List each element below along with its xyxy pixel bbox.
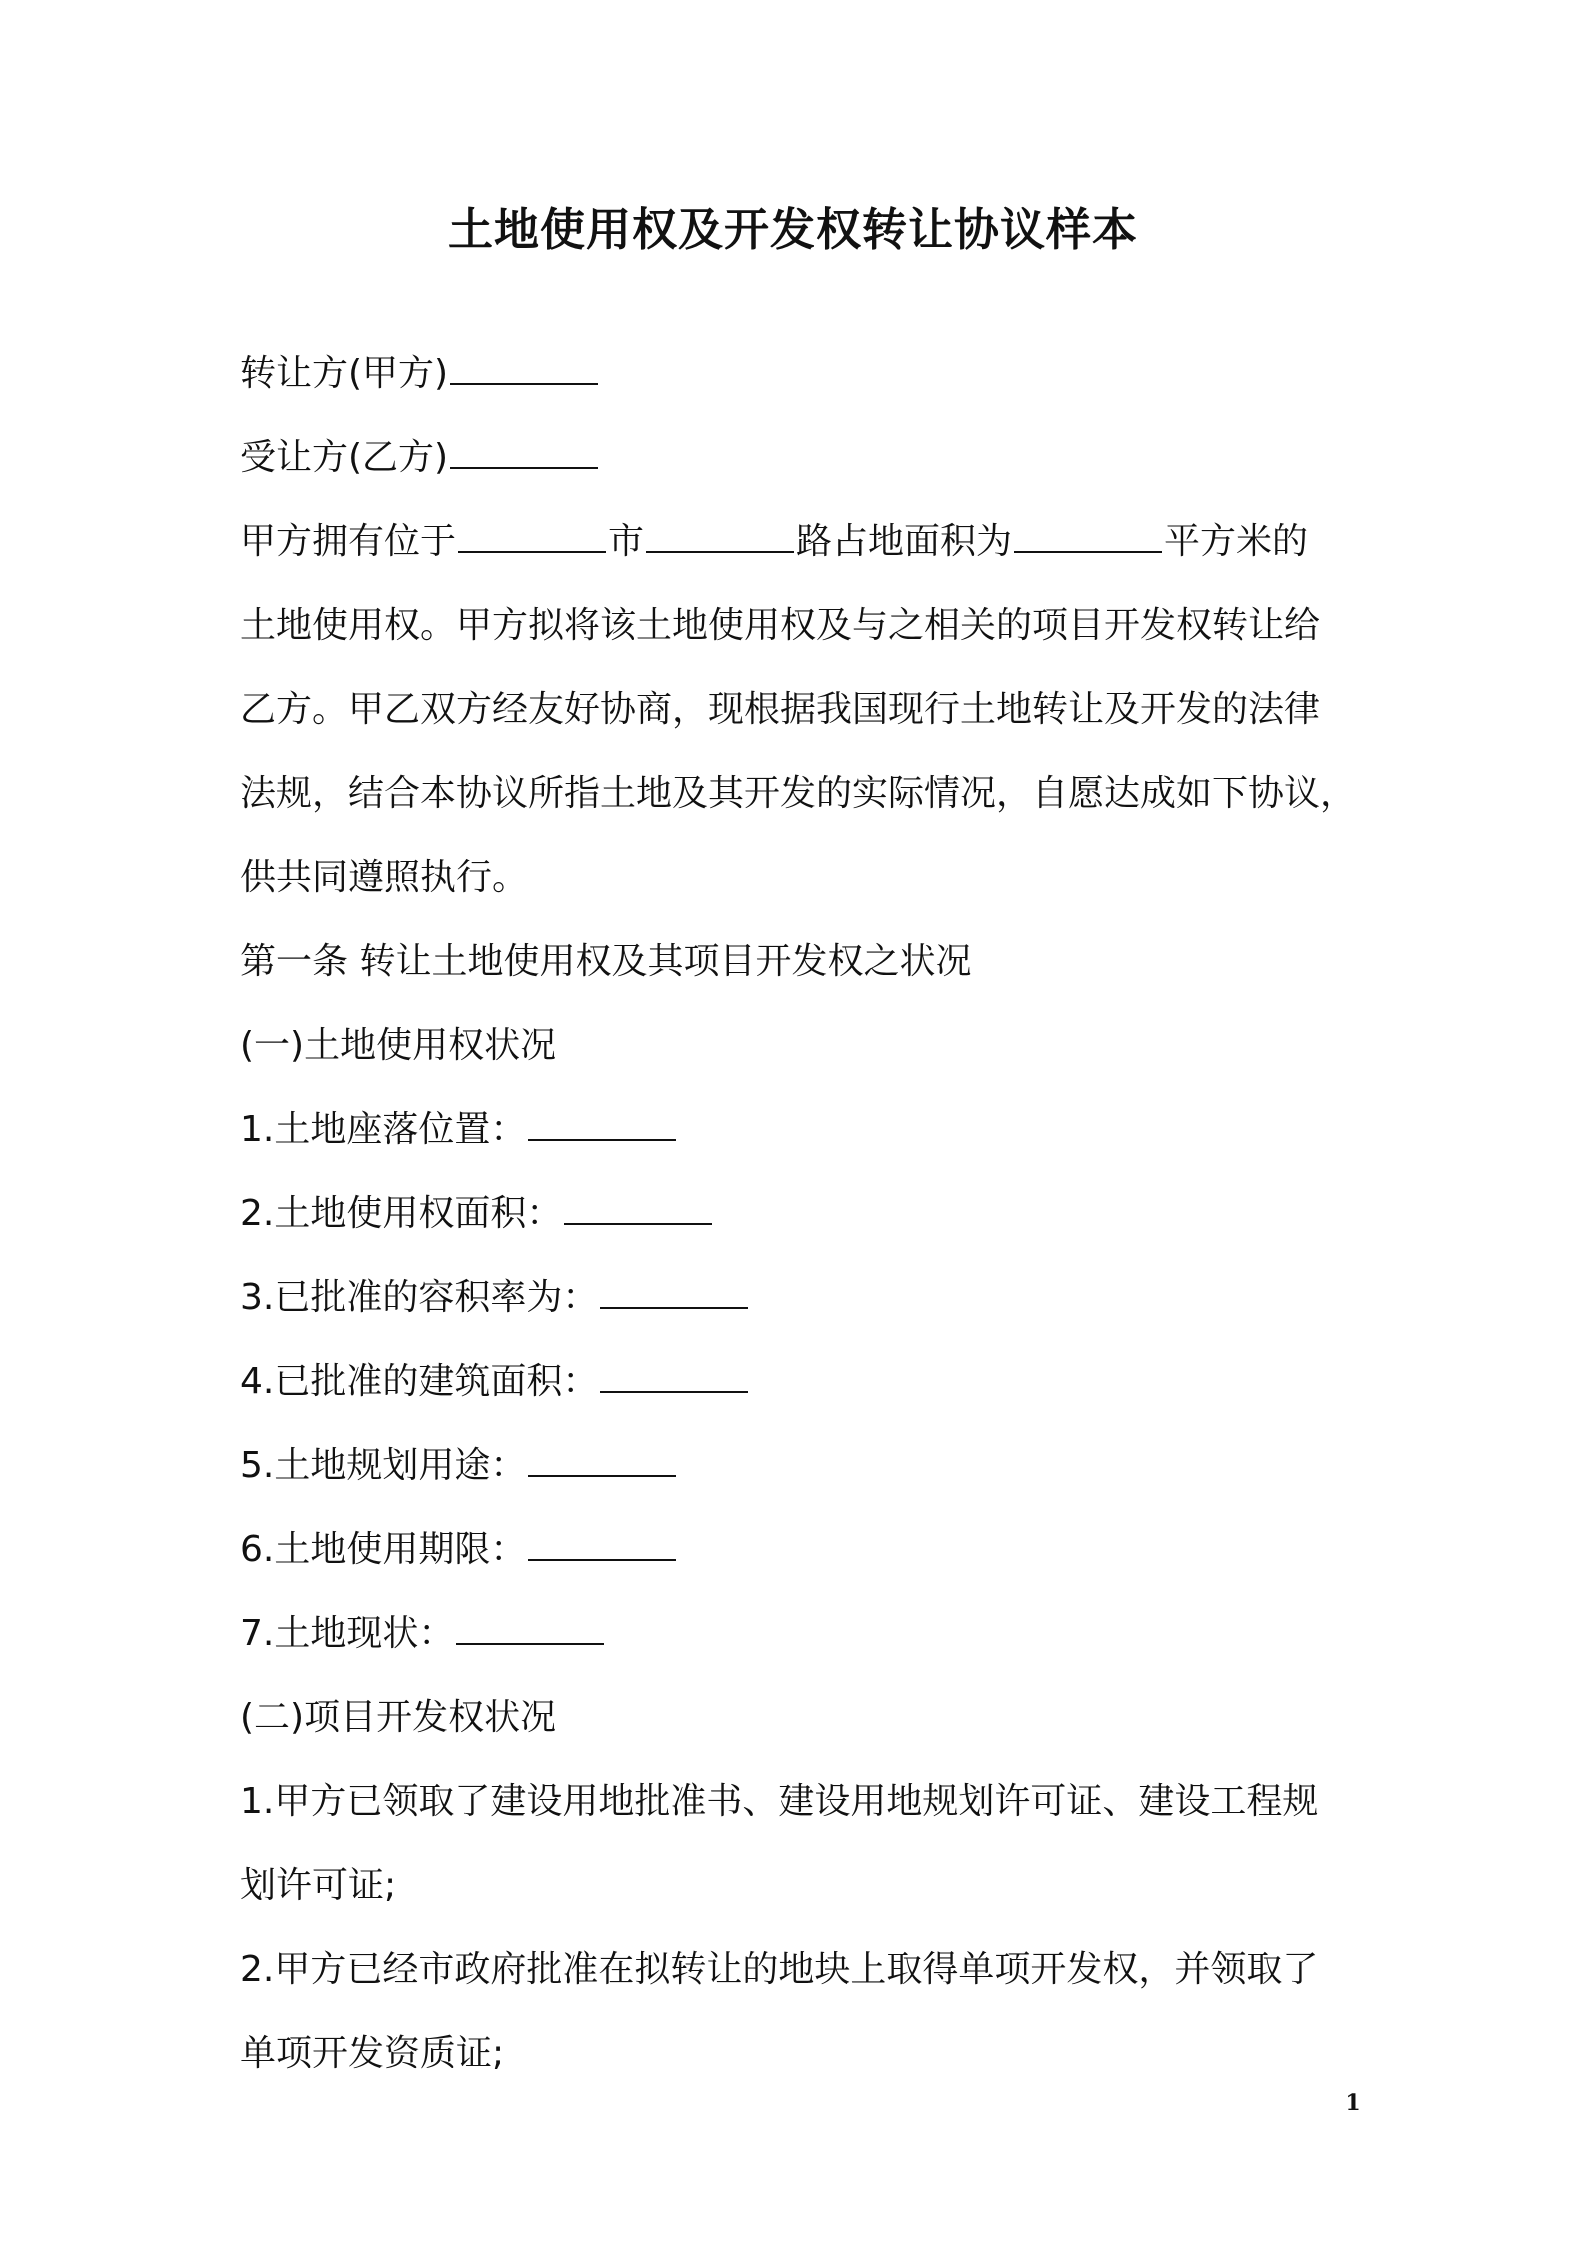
- intro-line-4: 法规，结合本协议所指土地及其开发的实际情况，自愿达成如下协议，: [240, 773, 1357, 814]
- intro-text-part4: 平方米的: [1164, 521, 1309, 562]
- land-item-label: 3.已批准的容积率为：: [240, 1277, 599, 1318]
- land-item-4: [240, 1340, 1380, 1424]
- intro-line-1: [240, 500, 1380, 584]
- section2-heading: (二)项目开发权状况: [240, 1697, 557, 1738]
- dev-item-1-line-1: 1.甲方已领取了建设用地批准书、建设用地规划许可证、建设工程规: [240, 1781, 1319, 1822]
- page-number: 1: [1345, 2090, 1361, 2116]
- city-blank: [458, 517, 606, 553]
- land-item-5: [240, 1424, 1380, 1508]
- land-item-3: [240, 1256, 1380, 1340]
- article1-heading: 第一条 转让土地使用权及其项目开发权之状况: [240, 941, 972, 982]
- document-title: 土地使用权及开发权转让协议样本: [447, 203, 1138, 256]
- land-item-label: 6.土地使用期限：: [240, 1529, 527, 1570]
- land-item-blank: [528, 1441, 676, 1477]
- land-item-label: 5.土地规划用途：: [240, 1445, 527, 1486]
- land-item-1: [240, 1088, 1380, 1172]
- land-item-label: 1.土地座落位置：: [240, 1109, 527, 1150]
- intro-text-part1: 甲方拥有位于: [240, 521, 457, 562]
- land-item-blank: [600, 1357, 748, 1393]
- land-item-label: 7.土地现状：: [240, 1613, 455, 1654]
- intro-text-part3: 路占地面积为: [796, 521, 1013, 562]
- land-item-blank: [528, 1525, 676, 1561]
- transferor-line: [240, 332, 1380, 416]
- intro-text-part2: 市: [608, 521, 645, 562]
- land-item-6: [240, 1508, 1380, 1592]
- land-item-blank: [564, 1189, 712, 1225]
- transferor-label: 转让方(甲方): [240, 353, 449, 394]
- land-item-blank: [600, 1273, 748, 1309]
- transferee-line: [240, 416, 1380, 500]
- document-body: [240, 332, 1380, 2096]
- intro-line-5: 供共同遵照执行。: [240, 857, 529, 898]
- land-item-2: [240, 1172, 1380, 1256]
- land-item-label: 2.土地使用权面积：: [240, 1193, 563, 1234]
- area-blank: [1014, 517, 1162, 553]
- transferee-label: 受让方(乙方): [240, 437, 449, 478]
- land-item-blank: [528, 1105, 676, 1141]
- dev-item-2-line-2: 单项开发资质证;: [240, 2033, 505, 2074]
- dev-item-2-line-1: 2.甲方已经市政府批准在拟转让的地块上取得单项开发权，并领取了: [240, 1949, 1319, 1990]
- intro-line-3: 乙方。甲乙双方经友好协商，现根据我国现行土地转让及开发的法律: [240, 689, 1321, 730]
- road-blank: [646, 517, 794, 553]
- intro-line-2: 土地使用权。甲方拟将该土地使用权及与之相关的项目开发权转让给: [240, 605, 1321, 646]
- dev-item-1-line-2: 划许可证;: [240, 1865, 397, 1906]
- transferee-blank: [450, 433, 598, 469]
- land-item-blank: [456, 1609, 604, 1645]
- transferor-blank: [450, 349, 598, 385]
- section1-heading: (一)土地使用权状况: [240, 1025, 557, 1066]
- land-item-label: 4.已批准的建筑面积：: [240, 1361, 599, 1402]
- land-item-7: [240, 1592, 1380, 1676]
